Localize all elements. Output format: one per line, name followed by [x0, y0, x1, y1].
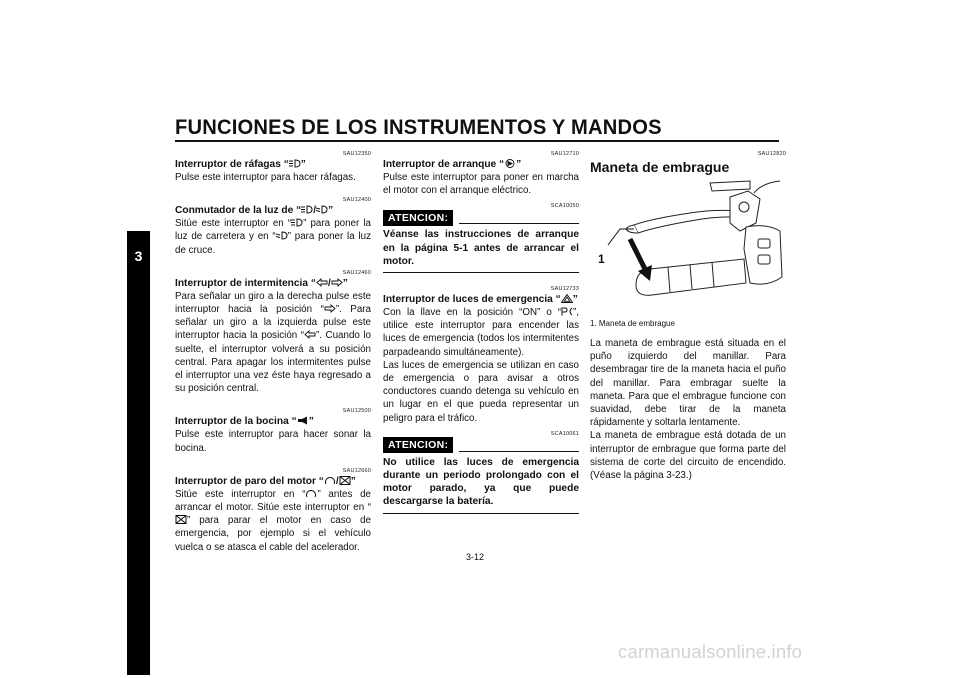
heading-dimmer-switch: Conmutador de la luz de “ / ” [175, 205, 334, 217]
column-middle [383, 150, 579, 520]
heading-passing-switch: Interruptor de ráfagas “ ” [175, 159, 306, 170]
heading-hazard-switch: Interruptor de luces de emergencia “ ” [383, 294, 578, 306]
body-hazard-switch: Con la llave en la posición “ON” o “ ”, utilice este interruptor para encender las luces de emergencia (todos los intermitentes parpadeando simultáneamente). [383, 307, 579, 358]
left-arrow-icon [316, 278, 328, 287]
section-code: SAU12400 [342, 197, 371, 204]
body-dimmer-switch: Sitúe este interruptor en “ ” para poner la luz de carretera y en “ ” para poner la luz de cruce. [175, 218, 371, 256]
caution-code: SCA10050 [550, 203, 579, 210]
caution-label: ATENCION: [383, 210, 453, 226]
caution-text: Véanse las instrucciones de arranque en la página 5-1 antes de arrancar el motor. [383, 229, 579, 267]
section-code: SAU12710 [550, 151, 579, 157]
caution-box [383, 430, 579, 514]
body-hazard-switch-2: Las luces de emergencia se utilizan en caso de emergencia o para avisar a otros conductores cuando detenga su vehículo en un lugar en el que pueda representar un peligro para el tráfico. [383, 359, 579, 424]
figure-caption: 1. Maneta de embrague [590, 319, 675, 328]
heading-horn: Interruptor de la bocina “ ” [175, 416, 314, 428]
hazard-icon [561, 294, 573, 303]
page-title: FUNCIONES DE LOS INSTRUMENTOS Y MANDOS [175, 116, 662, 139]
heading-start-switch: Interruptor de arranque “ ” [383, 159, 522, 170]
left-arrow-icon [304, 330, 316, 339]
body-turn-signal: Para señalar un giro a la derecha pulse este interruptor hacia la posición “ ”. Para señalar un giro a la izquierda pulse este interruptor hacia la posición “ ”. Cuando lo suelte, el interruptor volverá a su posición central. Para apagar los intermitentes pulse el interruptor una vez éste haya regresado a su posición central. [175, 290, 371, 395]
start-icon [504, 159, 516, 168]
engine-run-icon [324, 476, 336, 485]
caution-label: ATENCION: [383, 437, 453, 453]
section-code: SAU12350 [342, 151, 371, 157]
engine-run-icon [305, 489, 317, 498]
right-arrow-icon [324, 304, 336, 313]
clutch-lever-figure [590, 179, 786, 315]
watermark: carmanualsonline.info [618, 641, 803, 662]
high-beam-icon [301, 205, 313, 214]
caution-text: No utilice las luces de emergencia durante un periodo prolongado con el motor parado, ya que puede descargarse la batería. [383, 456, 579, 508]
section-code: SAU12820 [757, 151, 786, 157]
chapter-tab [127, 231, 150, 675]
heading-engine-stop: Interruptor de paro del motor “ / ” [175, 475, 356, 487]
body-clutch-1: La maneta de embrague está situada en el puño izquierdo del manillar. Para desembragar tire de la maneta hacia el puño del manillar. Para embragar suelte la maneta. Para que el embrague funcione con suavidad, debe tirar de la maneta rápidamente y soltarla lentamente. [590, 338, 786, 429]
body-clutch-2: La maneta de embrague está dotada de un interruptor de embrague que forma parte del sistema de corte del circuito de encendido. (Véase la página 3-23.) [590, 430, 786, 482]
caution-box [383, 202, 579, 273]
section-code: SAU12733 [550, 286, 579, 293]
column-right [590, 150, 786, 482]
section-code: SAU12660 [342, 467, 371, 474]
caution-code: SCA10061 [550, 430, 579, 437]
low-beam-icon [316, 205, 328, 214]
column-left [175, 150, 371, 554]
section-code: SAU12500 [342, 408, 371, 415]
figure-callout-1: 1 [598, 252, 605, 266]
chapter-number: 3 [134, 248, 143, 264]
right-arrow-icon [331, 278, 343, 287]
title-rule [175, 140, 779, 142]
body-passing-switch: Pulse este interruptor para hacer ráfagas. [175, 172, 356, 183]
engine-stop-icon [339, 476, 351, 485]
parking-icon [561, 307, 573, 316]
body-start-switch: Pulse este interruptor para poner en marcha el motor con el arranque eléctrico. [383, 172, 579, 197]
body-engine-stop: Sitúe este interruptor en “ ” antes de arrancar el motor. Sitúe este interruptor en “ ” para parar el motor en caso de emergencia, por ejemplo si el vehículo vuelca o se atasca el cable del acelerador. [175, 488, 371, 553]
low-beam-icon [276, 231, 288, 240]
engine-stop-icon [175, 515, 187, 524]
heading-turn-signal: Interruptor de intermitencia “ / ” [175, 277, 348, 289]
body-horn: Pulse este interruptor para hacer sonar la bocina. [175, 429, 371, 454]
section-title: Maneta de embrague [590, 159, 730, 175]
horn-icon [297, 416, 309, 425]
page-number: 3-12 [466, 552, 485, 562]
high-beam-icon [291, 218, 303, 227]
high-beam-icon [289, 159, 301, 168]
section-code: SAU12460 [342, 269, 371, 276]
